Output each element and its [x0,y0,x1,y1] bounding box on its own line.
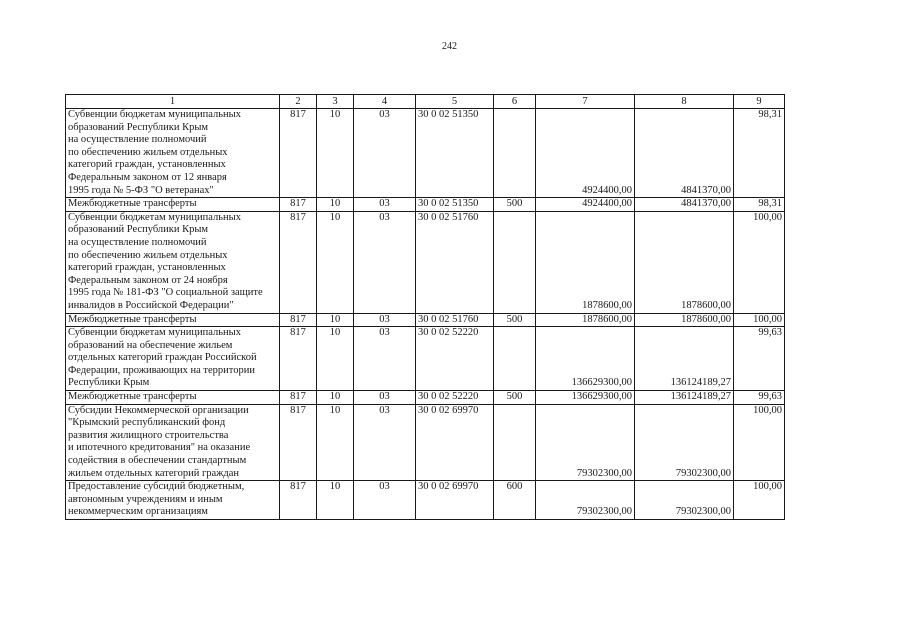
expense-type-cell [494,327,536,391]
header-col-3: 3 [317,95,354,109]
row-name-cell [66,481,280,520]
table-header-row [66,95,785,109]
execution-percent-cell: 100,00 [734,404,785,481]
approved-amount-cell: 136629300,00 [536,327,635,391]
execution-percent-cell: 100,00 [734,313,785,327]
row-name-line: образований Республики Крым [68,224,209,236]
row-name-cell [66,391,280,405]
row-name-line: образований Республики Крым [68,121,209,133]
approved-amount-cell: 136629300,00 [536,391,635,405]
approved-amount-cell: 79302300,00 [536,404,635,481]
row-name-line: жильем отдельных категорий граждан [68,467,240,479]
admin-code-cell: 817 [280,391,317,405]
subsection-cell: 03 [354,327,416,391]
row-name-line: на осуществление полномочий [68,236,207,248]
row-name-line: Федерации, проживающих на территории [68,364,255,376]
table-row [66,198,785,212]
row-name-cell [66,327,280,391]
section-cell: 10 [317,109,354,198]
row-name-line: категорий граждан, установленных [68,262,226,274]
admin-code-cell: 817 [280,211,317,313]
target-article-cell: 30 0 02 51760 [416,211,494,313]
approved-amount-cell: 1878600,00 [536,211,635,313]
section-cell: 10 [317,211,354,313]
header-col-7: 7 [536,95,635,109]
subsection-cell: 03 [354,481,416,520]
section-cell: 10 [317,327,354,391]
row-name-line: Субвенции бюджетам муниципальных [68,211,241,223]
table-row [66,327,785,391]
row-name-line: и ипотечного кредитования" на оказание [68,442,251,454]
header-col-2: 2 [280,95,317,109]
admin-code-cell: 817 [280,404,317,481]
approved-amount-cell: 79302300,00 [536,481,635,520]
execution-percent-cell: 98,31 [734,109,785,198]
table-row [66,211,785,313]
subsection-cell: 03 [354,313,416,327]
executed-amount-cell: 136124189,27 [635,391,734,405]
execution-percent-cell: 98,31 [734,198,785,212]
header-col-1: 1 [66,95,280,109]
subsection-cell: 03 [354,198,416,212]
subsection-cell: 03 [354,211,416,313]
section-cell: 10 [317,391,354,405]
row-name-line: Субсидии Некоммерческой организации [68,404,249,416]
row-name-line: Межбюджетные трансферты [68,313,197,325]
subsection-cell: 03 [354,391,416,405]
expense-type-cell: 500 [494,198,536,212]
header-col-8: 8 [635,95,734,109]
section-cell: 10 [317,313,354,327]
row-name-cell [66,404,280,481]
executed-amount-cell: 1878600,00 [635,313,734,327]
executed-amount-cell: 4841370,00 [635,109,734,198]
admin-code-cell: 817 [280,313,317,327]
row-name-line: некоммерческим организациям [68,506,208,518]
row-name-line: содействия в обеспечении стандартным [68,455,247,467]
admin-code-cell: 817 [280,481,317,520]
row-name-line: автономным учреждениям и иным [68,493,223,505]
executed-amount-cell: 136124189,27 [635,327,734,391]
target-article-cell: 30 0 02 69970 [416,404,494,481]
row-name-cell [66,313,280,327]
row-name-line: 1995 года № 5-ФЗ "О ветеранах" [68,184,214,196]
header-col-9: 9 [734,95,785,109]
table-row [66,109,785,198]
expense-type-cell: 500 [494,313,536,327]
admin-code-cell: 817 [280,109,317,198]
row-name-line: 1995 года № 181-ФЗ "О социальной защите [68,287,263,299]
row-name-line: "Крымский республиканский фонд [68,417,226,429]
header-col-4: 4 [354,95,416,109]
execution-percent-cell: 100,00 [734,481,785,520]
row-name-line: образований на обеспечение жильем [68,339,233,351]
expense-type-cell: 600 [494,481,536,520]
executed-amount-cell: 79302300,00 [635,404,734,481]
admin-code-cell: 817 [280,327,317,391]
subsection-cell: 03 [354,404,416,481]
row-name-cell [66,211,280,313]
page-number: 242 [442,41,457,52]
row-name-line: Федеральным законом от 12 января [68,171,227,183]
table-row [66,391,785,405]
row-name-line: по обеспечению жильем отдельных [68,146,228,158]
execution-percent-cell: 99,63 [734,327,785,391]
target-article-cell: 30 0 02 69970 [416,481,494,520]
table-body [66,109,785,520]
row-name-line: категорий граждан, установленных [68,159,226,171]
executed-amount-cell: 4841370,00 [635,198,734,212]
table-row [66,481,785,520]
executed-amount-cell: 79302300,00 [635,481,734,520]
row-name-line: инвалидов в Российской Федерации" [68,299,234,311]
row-name-cell [66,198,280,212]
row-name-line: Межбюджетные трансферты [68,198,197,210]
section-cell: 10 [317,404,354,481]
subsection-cell: 03 [354,109,416,198]
row-name-line: Республики Крым [68,377,150,389]
table-row [66,404,785,481]
budget-execution-table [65,94,785,520]
row-name-line: на осуществление полномочий [68,134,207,146]
row-name-line: Межбюджетные трансферты [68,391,197,403]
row-name-line: Предоставление субсидий бюджетным, [68,481,245,493]
execution-percent-cell: 100,00 [734,211,785,313]
row-name-line: Субвенции бюджетам муниципальных [68,327,241,339]
row-name-line: Субвенции бюджетам муниципальных [68,109,241,120]
expense-type-cell: 500 [494,391,536,405]
row-name-line: отдельных категорий граждан Российской [68,352,257,364]
target-article-cell: 30 0 02 51350 [416,198,494,212]
section-cell: 10 [317,481,354,520]
approved-amount-cell: 1878600,00 [536,313,635,327]
row-name-cell [66,109,280,198]
target-article-cell: 30 0 02 52220 [416,327,494,391]
approved-amount-cell: 4924400,00 [536,198,635,212]
admin-code-cell: 817 [280,198,317,212]
header-col-5: 5 [416,95,494,109]
expense-type-cell [494,404,536,481]
target-article-cell: 30 0 02 51350 [416,109,494,198]
target-article-cell: 30 0 02 52220 [416,391,494,405]
execution-percent-cell: 99,63 [734,391,785,405]
target-article-cell: 30 0 02 51760 [416,313,494,327]
expense-type-cell [494,109,536,198]
table-row [66,313,785,327]
row-name-line: Федеральным законом от 24 ноября [68,274,228,286]
approved-amount-cell: 4924400,00 [536,109,635,198]
row-name-line: развития жилищного строительства [68,429,229,441]
header-col-6: 6 [494,95,536,109]
executed-amount-cell: 1878600,00 [635,211,734,313]
expense-type-cell [494,211,536,313]
section-cell: 10 [317,198,354,212]
row-name-line: по обеспечению жильем отдельных [68,249,228,261]
